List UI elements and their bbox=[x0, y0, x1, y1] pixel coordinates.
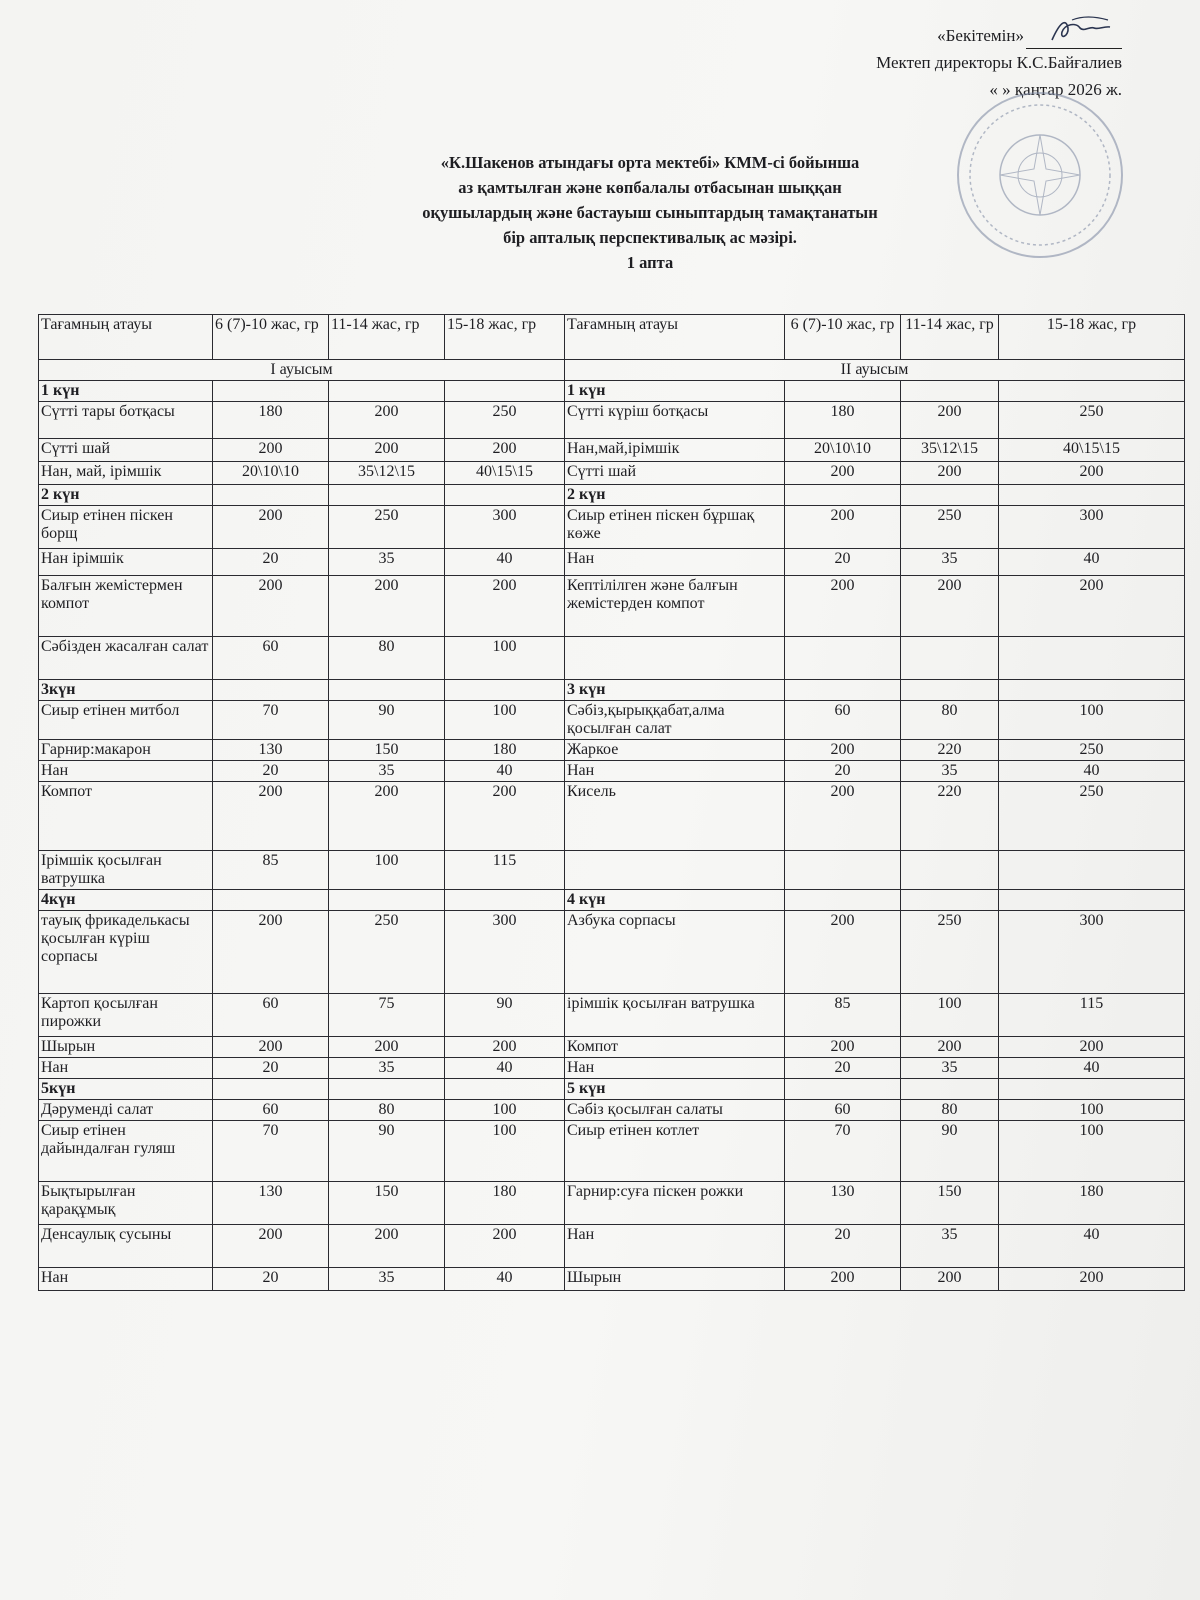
portion-6-10-cell-shift-2: 70 bbox=[785, 1121, 901, 1182]
portion-15-18-cell-shift-1: 40 bbox=[445, 1268, 565, 1291]
portion-15-18-cell-shift-2: 250 bbox=[999, 740, 1185, 761]
day-label-shift-2: 1 күн bbox=[565, 381, 785, 402]
portion-15-18-cell-shift-1: 250 bbox=[445, 402, 565, 439]
portion-15-18-cell-shift-2: 200 bbox=[999, 576, 1185, 637]
portion-6-10-cell-shift-2: 200 bbox=[785, 740, 901, 761]
portion-15-18-cell-shift-1: 200 bbox=[445, 1225, 565, 1268]
title-line-5: 1 апта bbox=[626, 253, 674, 272]
table-row bbox=[39, 911, 1185, 994]
day-label-shift-1: 2 күн bbox=[39, 485, 213, 506]
portion-6-10-cell-shift-2: 20 bbox=[785, 1058, 901, 1079]
dish-name-cell-shift-2: Гарнир:суға піскен рожки bbox=[565, 1182, 785, 1225]
portion-11-14-cell-shift-2: 35 bbox=[901, 549, 999, 576]
dish-name-cell-shift-2 bbox=[565, 637, 785, 680]
portion-15-18-cell-shift-1: 100 bbox=[445, 1100, 565, 1121]
day-header-row bbox=[39, 1079, 1185, 1100]
dish-name-cell-shift-2: Кептілілген және балғын жемістерден компот bbox=[565, 576, 785, 637]
empty-cell bbox=[213, 890, 329, 911]
portion-11-14-cell-shift-1: 200 bbox=[329, 1225, 445, 1268]
portion-6-10-cell-shift-2: 20\10\10 bbox=[785, 439, 901, 462]
portion-6-10-cell-shift-2: 200 bbox=[785, 1037, 901, 1058]
dish-name-cell-shift-1: Сиыр етінен митбол bbox=[39, 701, 213, 740]
portion-11-14-cell-shift-2: 35 bbox=[901, 761, 999, 782]
shift-2-label: II ауысым bbox=[565, 360, 1185, 381]
portion-11-14-cell-shift-1: 90 bbox=[329, 701, 445, 740]
empty-cell bbox=[901, 890, 999, 911]
day-header-row bbox=[39, 680, 1185, 701]
document-title bbox=[340, 150, 960, 275]
portion-11-14-cell-shift-1: 250 bbox=[329, 911, 445, 994]
portion-6-10-cell-shift-2: 200 bbox=[785, 576, 901, 637]
dish-name-cell-shift-1: Нан bbox=[39, 761, 213, 782]
portion-11-14-cell-shift-2: 220 bbox=[901, 740, 999, 761]
day-label-shift-1: 5күн bbox=[39, 1079, 213, 1100]
dish-name-cell-shift-1: Компот bbox=[39, 782, 213, 851]
dish-name-cell-shift-2: Жаркое bbox=[565, 740, 785, 761]
portion-6-10-cell-shift-2: 20 bbox=[785, 549, 901, 576]
dish-name-cell-shift-1: Нан, май, ірімшік bbox=[39, 462, 213, 485]
dish-name-cell-shift-1: Сиыр етінен піскен борщ bbox=[39, 506, 213, 549]
portion-6-10-cell-shift-2 bbox=[785, 637, 901, 680]
dish-name-cell-shift-1: Гарнир:макарон bbox=[39, 740, 213, 761]
portion-6-10-cell-shift-1: 200 bbox=[213, 576, 329, 637]
empty-cell bbox=[329, 1079, 445, 1100]
portion-11-14-cell-shift-1: 35\12\15 bbox=[329, 462, 445, 485]
table-row bbox=[39, 782, 1185, 851]
date-line: « » қаңтар 2026 ж. bbox=[989, 80, 1122, 99]
portion-15-18-cell-shift-2: 100 bbox=[999, 1121, 1185, 1182]
portion-11-14-cell-shift-2: 200 bbox=[901, 1268, 999, 1291]
table-row bbox=[39, 740, 1185, 761]
portion-11-14-cell-shift-1: 150 bbox=[329, 1182, 445, 1225]
dish-name-cell-shift-1: Нан bbox=[39, 1058, 213, 1079]
day-label-shift-1: 1 күн bbox=[39, 381, 213, 402]
portion-15-18-cell-shift-1: 200 bbox=[445, 439, 565, 462]
table-row bbox=[39, 1058, 1185, 1079]
portion-11-14-cell-shift-1: 200 bbox=[329, 576, 445, 637]
signature-line bbox=[1026, 28, 1122, 49]
dish-name-cell-shift-1: Нан ірімшік bbox=[39, 549, 213, 576]
header-dish-name-2: Тағамның атауы bbox=[565, 315, 785, 360]
portion-6-10-cell-shift-1: 60 bbox=[213, 994, 329, 1037]
portion-15-18-cell-shift-1: 40 bbox=[445, 1058, 565, 1079]
portion-11-14-cell-shift-1: 90 bbox=[329, 1121, 445, 1182]
day-label-shift-2: 4 күн bbox=[565, 890, 785, 911]
dish-name-cell-shift-2: Нан bbox=[565, 1225, 785, 1268]
portion-11-14-cell-shift-1: 200 bbox=[329, 782, 445, 851]
empty-cell bbox=[445, 485, 565, 506]
portion-11-14-cell-shift-2: 250 bbox=[901, 911, 999, 994]
empty-cell bbox=[999, 1079, 1185, 1100]
empty-cell bbox=[785, 381, 901, 402]
empty-cell bbox=[445, 890, 565, 911]
portion-11-14-cell-shift-1: 35 bbox=[329, 1058, 445, 1079]
empty-cell bbox=[999, 381, 1185, 402]
dish-name-cell-shift-2: Шырын bbox=[565, 1268, 785, 1291]
portion-15-18-cell-shift-2: 40 bbox=[999, 1058, 1185, 1079]
portion-15-18-cell-shift-1: 90 bbox=[445, 994, 565, 1037]
portion-15-18-cell-shift-1: 300 bbox=[445, 506, 565, 549]
portion-6-10-cell-shift-1: 70 bbox=[213, 701, 329, 740]
dish-name-cell-shift-1: тауық фрикаделькасы қосылған күріш сорпасы bbox=[39, 911, 213, 994]
portion-6-10-cell-shift-1: 60 bbox=[213, 1100, 329, 1121]
menu-table-body bbox=[39, 315, 1185, 1291]
title-line-1: «К.Шакенов атындағы орта мектебі» КММ-сі бойынша bbox=[440, 153, 860, 172]
table-row bbox=[39, 576, 1185, 637]
empty-cell bbox=[329, 680, 445, 701]
portion-11-14-cell-shift-2 bbox=[901, 851, 999, 890]
portion-6-10-cell-shift-1: 200 bbox=[213, 911, 329, 994]
portion-11-14-cell-shift-2: 150 bbox=[901, 1182, 999, 1225]
day-label-shift-2: 5 күн bbox=[565, 1079, 785, 1100]
header-age-6-10-2: 6 (7)-10 жас, гр bbox=[785, 315, 901, 360]
header-age-11-14-2: 11-14 жас, гр bbox=[901, 315, 999, 360]
portion-6-10-cell-shift-1: 200 bbox=[213, 1037, 329, 1058]
empty-cell bbox=[901, 381, 999, 402]
portion-15-18-cell-shift-1: 200 bbox=[445, 576, 565, 637]
portion-15-18-cell-shift-2: 200 bbox=[999, 1268, 1185, 1291]
dish-name-cell-shift-1: Ірімшік қосылған ватрушка bbox=[39, 851, 213, 890]
title-line-3: оқушылардың және бастауыш сыныптардың тамақтанатын bbox=[422, 203, 878, 222]
header-age-6-10-1: 6 (7)-10 жас, гр bbox=[213, 315, 329, 360]
dish-name-cell-shift-1: Шырын bbox=[39, 1037, 213, 1058]
table-row bbox=[39, 761, 1185, 782]
portion-15-18-cell-shift-1: 100 bbox=[445, 1121, 565, 1182]
portion-11-14-cell-shift-1: 200 bbox=[329, 402, 445, 439]
portion-6-10-cell-shift-2: 20 bbox=[785, 761, 901, 782]
portion-6-10-cell-shift-2 bbox=[785, 851, 901, 890]
day-label-shift-2: 3 күн bbox=[565, 680, 785, 701]
portion-11-14-cell-shift-2: 90 bbox=[901, 1121, 999, 1182]
table-row bbox=[39, 439, 1185, 462]
portion-15-18-cell-shift-2: 200 bbox=[999, 1037, 1185, 1058]
portion-15-18-cell-shift-2: 180 bbox=[999, 1182, 1185, 1225]
portion-15-18-cell-shift-2 bbox=[999, 637, 1185, 680]
portion-15-18-cell-shift-1: 40\15\15 bbox=[445, 462, 565, 485]
portion-6-10-cell-shift-1: 180 bbox=[213, 402, 329, 439]
portion-6-10-cell-shift-2: 200 bbox=[785, 911, 901, 994]
portion-11-14-cell-shift-1: 200 bbox=[329, 439, 445, 462]
portion-11-14-cell-shift-1: 80 bbox=[329, 637, 445, 680]
portion-11-14-cell-shift-1: 200 bbox=[329, 1037, 445, 1058]
portion-6-10-cell-shift-2: 200 bbox=[785, 462, 901, 485]
table-row bbox=[39, 1225, 1185, 1268]
portion-6-10-cell-shift-2: 85 bbox=[785, 994, 901, 1037]
day-header-row bbox=[39, 485, 1185, 506]
table-row bbox=[39, 462, 1185, 485]
portion-6-10-cell-shift-2: 200 bbox=[785, 1268, 901, 1291]
dish-name-cell-shift-2: Нан,май,ірімшік bbox=[565, 439, 785, 462]
director-line: Мектеп директоры К.С.Байғалиев bbox=[876, 53, 1122, 72]
portion-6-10-cell-shift-2: 20 bbox=[785, 1225, 901, 1268]
portion-11-14-cell-shift-2: 200 bbox=[901, 402, 999, 439]
dish-name-cell-shift-1: Сәбізден жасалған салат bbox=[39, 637, 213, 680]
dish-name-cell-shift-1: Картоп қосылған пирожки bbox=[39, 994, 213, 1037]
portion-11-14-cell-shift-1: 250 bbox=[329, 506, 445, 549]
dish-name-cell-shift-2: Нан bbox=[565, 549, 785, 576]
portion-15-18-cell-shift-2 bbox=[999, 851, 1185, 890]
portion-6-10-cell-shift-1: 130 bbox=[213, 740, 329, 761]
portion-11-14-cell-shift-1: 35 bbox=[329, 1268, 445, 1291]
table-header-row bbox=[39, 315, 1185, 360]
table-row bbox=[39, 701, 1185, 740]
empty-cell bbox=[785, 1079, 901, 1100]
dish-name-cell-shift-1: Балғын жемістермен компот bbox=[39, 576, 213, 637]
portion-6-10-cell-shift-1: 200 bbox=[213, 439, 329, 462]
empty-cell bbox=[785, 680, 901, 701]
dish-name-cell-shift-2: Сиыр етінен котлет bbox=[565, 1121, 785, 1182]
table-row bbox=[39, 1037, 1185, 1058]
portion-11-14-cell-shift-1: 75 bbox=[329, 994, 445, 1037]
portion-15-18-cell-shift-2: 250 bbox=[999, 782, 1185, 851]
portion-15-18-cell-shift-1: 115 bbox=[445, 851, 565, 890]
portion-15-18-cell-shift-1: 200 bbox=[445, 782, 565, 851]
portion-6-10-cell-shift-2: 130 bbox=[785, 1182, 901, 1225]
portion-6-10-cell-shift-1: 20 bbox=[213, 761, 329, 782]
portion-11-14-cell-shift-2: 220 bbox=[901, 782, 999, 851]
portion-15-18-cell-shift-2: 40 bbox=[999, 761, 1185, 782]
portion-6-10-cell-shift-2: 60 bbox=[785, 1100, 901, 1121]
table-row bbox=[39, 994, 1185, 1037]
table-row bbox=[39, 1268, 1185, 1291]
dish-name-cell-shift-2: ірімшік қосылған ватрушка bbox=[565, 994, 785, 1037]
empty-cell bbox=[213, 680, 329, 701]
portion-15-18-cell-shift-1: 180 bbox=[445, 1182, 565, 1225]
approval-heading: «Бекітемін» bbox=[937, 26, 1024, 45]
portion-15-18-cell-shift-1: 100 bbox=[445, 701, 565, 740]
empty-cell bbox=[213, 485, 329, 506]
portion-6-10-cell-shift-1: 20 bbox=[213, 1268, 329, 1291]
signature-mark bbox=[1046, 14, 1116, 46]
empty-cell bbox=[999, 890, 1185, 911]
dish-name-cell-shift-2: Кисель bbox=[565, 782, 785, 851]
title-line-4: бір апталық перспективалық ас мәзірі. bbox=[503, 228, 797, 247]
portion-11-14-cell-shift-2: 80 bbox=[901, 1100, 999, 1121]
empty-cell bbox=[329, 485, 445, 506]
shift-1-label: I ауысым bbox=[39, 360, 565, 381]
day-label-shift-1: 3күн bbox=[39, 680, 213, 701]
portion-11-14-cell-shift-1: 100 bbox=[329, 851, 445, 890]
portion-11-14-cell-shift-1: 35 bbox=[329, 761, 445, 782]
portion-11-14-cell-shift-2: 100 bbox=[901, 994, 999, 1037]
empty-cell bbox=[329, 890, 445, 911]
portion-6-10-cell-shift-1: 20\10\10 bbox=[213, 462, 329, 485]
table-row bbox=[39, 1100, 1185, 1121]
portion-11-14-cell-shift-2: 80 bbox=[901, 701, 999, 740]
portion-6-10-cell-shift-1: 200 bbox=[213, 1225, 329, 1268]
empty-cell bbox=[999, 485, 1185, 506]
portion-6-10-cell-shift-1: 200 bbox=[213, 782, 329, 851]
portion-15-18-cell-shift-2: 40\15\15 bbox=[999, 439, 1185, 462]
empty-cell bbox=[445, 1079, 565, 1100]
dish-name-cell-shift-2: Нан bbox=[565, 1058, 785, 1079]
table-row bbox=[39, 1121, 1185, 1182]
table-row bbox=[39, 549, 1185, 576]
empty-cell bbox=[901, 1079, 999, 1100]
portion-15-18-cell-shift-2: 300 bbox=[999, 911, 1185, 994]
table-row bbox=[39, 851, 1185, 890]
dish-name-cell-shift-2: Азбука сорпасы bbox=[565, 911, 785, 994]
portion-6-10-cell-shift-1: 200 bbox=[213, 506, 329, 549]
shift-row bbox=[39, 360, 1185, 381]
header-age-11-14-1: 11-14 жас, гр bbox=[329, 315, 445, 360]
table-row bbox=[39, 1182, 1185, 1225]
dish-name-cell-shift-1: Нан bbox=[39, 1268, 213, 1291]
portion-11-14-cell-shift-2: 35\12\15 bbox=[901, 439, 999, 462]
day-header-row bbox=[39, 890, 1185, 911]
portion-6-10-cell-shift-1: 85 bbox=[213, 851, 329, 890]
empty-cell bbox=[213, 381, 329, 402]
day-label-shift-1: 4күн bbox=[39, 890, 213, 911]
portion-6-10-cell-shift-2: 200 bbox=[785, 506, 901, 549]
portion-15-18-cell-shift-2: 115 bbox=[999, 994, 1185, 1037]
menu-table bbox=[38, 314, 1185, 1291]
portion-11-14-cell-shift-1: 35 bbox=[329, 549, 445, 576]
table-row bbox=[39, 506, 1185, 549]
empty-cell bbox=[901, 485, 999, 506]
portion-6-10-cell-shift-1: 20 bbox=[213, 1058, 329, 1079]
dish-name-cell-shift-2: Сүтті күріш ботқасы bbox=[565, 402, 785, 439]
portion-15-18-cell-shift-1: 200 bbox=[445, 1037, 565, 1058]
portion-11-14-cell-shift-2: 200 bbox=[901, 1037, 999, 1058]
dish-name-cell-shift-1: Дәруменді салат bbox=[39, 1100, 213, 1121]
table-row bbox=[39, 402, 1185, 439]
portion-6-10-cell-shift-2: 180 bbox=[785, 402, 901, 439]
empty-cell bbox=[445, 680, 565, 701]
dish-name-cell-shift-2: Компот bbox=[565, 1037, 785, 1058]
portion-15-18-cell-shift-2: 300 bbox=[999, 506, 1185, 549]
portion-11-14-cell-shift-2: 35 bbox=[901, 1058, 999, 1079]
empty-cell bbox=[445, 381, 565, 402]
portion-6-10-cell-shift-2: 60 bbox=[785, 701, 901, 740]
title-line-2: аз қамтылған және көпбалалы отбасынан шыққан bbox=[458, 178, 842, 197]
portion-15-18-cell-shift-1: 40 bbox=[445, 549, 565, 576]
portion-6-10-cell-shift-1: 60 bbox=[213, 637, 329, 680]
portion-15-18-cell-shift-2: 100 bbox=[999, 701, 1185, 740]
empty-cell bbox=[785, 485, 901, 506]
dish-name-cell-shift-1: Бықтырылған қарақұмық bbox=[39, 1182, 213, 1225]
dish-name-cell-shift-2: Сүтті шай bbox=[565, 462, 785, 485]
portion-15-18-cell-shift-2: 250 bbox=[999, 402, 1185, 439]
day-header-row bbox=[39, 381, 1185, 402]
portion-6-10-cell-shift-1: 130 bbox=[213, 1182, 329, 1225]
portion-11-14-cell-shift-2: 35 bbox=[901, 1225, 999, 1268]
portion-15-18-cell-shift-2: 200 bbox=[999, 462, 1185, 485]
empty-cell bbox=[785, 890, 901, 911]
empty-cell bbox=[901, 680, 999, 701]
empty-cell bbox=[999, 680, 1185, 701]
portion-15-18-cell-shift-1: 300 bbox=[445, 911, 565, 994]
dish-name-cell-shift-2: Сәбіз,қырыққабат,алма қосылған салат bbox=[565, 701, 785, 740]
day-label-shift-2: 2 күн bbox=[565, 485, 785, 506]
dish-name-cell-shift-1: Сүтті тары ботқасы bbox=[39, 402, 213, 439]
header-age-15-18-1: 15-18 жас, гр bbox=[445, 315, 565, 360]
portion-15-18-cell-shift-1: 180 bbox=[445, 740, 565, 761]
portion-11-14-cell-shift-2: 200 bbox=[901, 462, 999, 485]
portion-6-10-cell-shift-1: 70 bbox=[213, 1121, 329, 1182]
header-dish-name-1: Тағамның атауы bbox=[39, 315, 213, 360]
portion-15-18-cell-shift-2: 40 bbox=[999, 549, 1185, 576]
portion-11-14-cell-shift-1: 80 bbox=[329, 1100, 445, 1121]
portion-11-14-cell-shift-2 bbox=[901, 637, 999, 680]
dish-name-cell-shift-2: Сәбіз қосылған салаты bbox=[565, 1100, 785, 1121]
dish-name-cell-shift-2: Сиыр етінен піскен бұршақ көже bbox=[565, 506, 785, 549]
dish-name-cell-shift-1: Сиыр етінен дайындалған гуляш bbox=[39, 1121, 213, 1182]
table-row bbox=[39, 637, 1185, 680]
portion-11-14-cell-shift-2: 200 bbox=[901, 576, 999, 637]
portion-6-10-cell-shift-1: 20 bbox=[213, 549, 329, 576]
portion-15-18-cell-shift-1: 100 bbox=[445, 637, 565, 680]
empty-cell bbox=[329, 381, 445, 402]
portion-11-14-cell-shift-1: 150 bbox=[329, 740, 445, 761]
portion-15-18-cell-shift-2: 100 bbox=[999, 1100, 1185, 1121]
portion-6-10-cell-shift-2: 200 bbox=[785, 782, 901, 851]
header-age-15-18-2: 15-18 жас, гр bbox=[999, 315, 1185, 360]
dish-name-cell-shift-2 bbox=[565, 851, 785, 890]
portion-11-14-cell-shift-2: 250 bbox=[901, 506, 999, 549]
stamp-seal bbox=[950, 85, 1130, 265]
dish-name-cell-shift-2: Нан bbox=[565, 761, 785, 782]
empty-cell bbox=[213, 1079, 329, 1100]
dish-name-cell-shift-1: Сүтті шай bbox=[39, 439, 213, 462]
portion-15-18-cell-shift-2: 40 bbox=[999, 1225, 1185, 1268]
portion-15-18-cell-shift-1: 40 bbox=[445, 761, 565, 782]
dish-name-cell-shift-1: Денсаулық сусыны bbox=[39, 1225, 213, 1268]
